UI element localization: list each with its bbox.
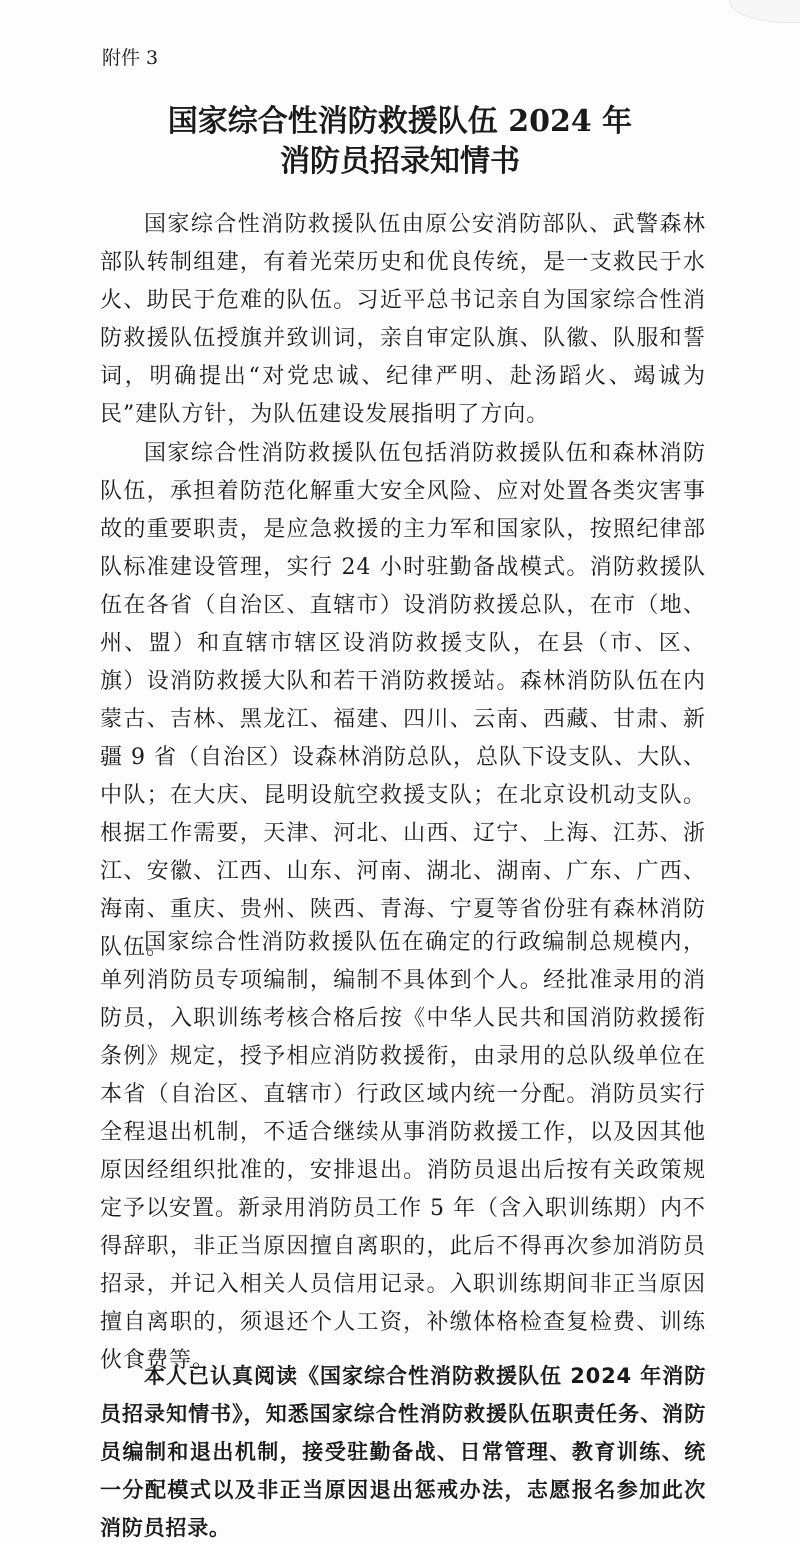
paragraph-history: 国家综合性消防救援队伍由原公安消防部队、武警森林部队转制组建，有着光荣历史和优良传统，是一支救民于水火、助民于危难的队伍。习近平总书记亲自为国家综合性消防救援队伍授旗并致训词，亲自审定队旗、队徽、队服和誓词，明确提出“对党忠诚、纪律严明、赴汤蹈火、竭诚为民”建队方针，为队伍建设发展指明了方向。 [100,212,706,427]
paragraph-organization: 国家综合性消防救援队伍包括消防救援队伍和森林消防队伍，承担着防范化解重大安全风险、应对处置各类灾害事故的重要职责，是应急救援的主力军和国家队，按照纪律部队标准建设管理，实行 24 小时驻勤备战模式。消防救援队伍在各省（自治区、直辖市）设消防救援总队，在市（地、州、盟）和直辖市辖区设消防救援支队，在县（市、区、旗）设消防救援大队和若干消防救援站。森林消防队伍在内蒙古、吉林、黑龙江、福建、四川、云南、西藏、甘肃、新疆 9 省（自治区）设森林消防总队，总队下设支队、大队、中队；在大庆、昆明设航空救援支队；在北京设机动支队。根据工作需要，天津、河北、山西、辽宁、上海、江苏、浙江、安徽、江西、山东、河南、湖北、湖南、广东、广西、海南、重庆、贵州、陕西、青海、宁夏等省份驻有森林消防队伍。 [100,441,706,960]
paragraph-staffing-and-exit: 国家综合性消防救援队伍在确定的行政编制总规模内，单列消防员专项编制，编制不具体到个人。经批准录用的消防员，入职训练考核合格后按《中华人民共和国消防救援衔条例》规定，授予相应消防救援衔，由录用的总队级单位在本省（自治区、直辖市）行政区域内统一分配。消防员实行全程退出机制，不适合继续从事消防救援工作，以及因其他原因经组织批准的，安排退出。消防员退出后按有关政策规定予以安置。新录用消防员工作 5 年（含入职训练期）内不得辞职，非正当原因擅自离职的，此后不得再次参加消防员招录，并记入相关人员信用记录。入职训练期间非正当原因擅自离职的，须退还个人工资，补缴体格检查复检费、训练伙食费等。 [100,930,706,1373]
paragraph-declaration: 本人已认真阅读《国家综合性消防救援队伍 2024 年消防员招录知情书》，知悉国家综合性消防救援队伍职责任务、消防员编制和退出机制，接受驻勤备战、日常管理、教育训练、统一分配模式以及非正当原因退出惩戒办法，志愿报名参加此次消防员招录。 [100,1364,706,1540]
document-title-line-2: 消防员招录知情书 [280,144,520,179]
document-title-line-1: 国家综合性消防救援队伍 2024 年 [167,104,633,139]
attachment-label: 附件 3 [102,47,159,69]
page-corner-fold [729,0,800,23]
